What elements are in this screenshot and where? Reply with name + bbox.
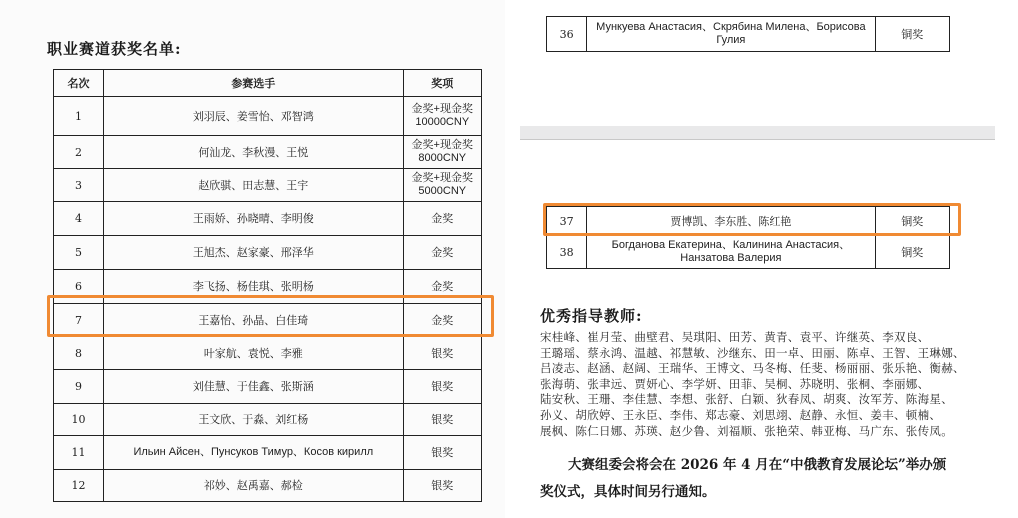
- header-award: 奖项: [403, 70, 481, 97]
- award-cell: 银奖: [403, 404, 481, 436]
- teacher-line: 孙义、胡欣婷、王永臣、李伟、郑志豪、刘思翊、赵静、永恒、姜丰、顿楠、: [540, 407, 942, 422]
- contestants-cell: 叶家航、袁悦、李雅: [104, 337, 403, 370]
- award-cell: 金奖: [403, 270, 481, 304]
- award-cell: 金奖+现金奖 10000CNY: [403, 97, 481, 136]
- award-cell: 金奖+现金奖 8000CNY: [403, 136, 481, 169]
- award-cell: 银奖: [403, 470, 481, 502]
- teacher-line: 陆安秋、王珊、李佳慧、李想、张舒、白颖、狄春凤、胡爽、汝军芳、陈海星、: [540, 392, 953, 407]
- award-cell: 金奖: [403, 202, 481, 236]
- table-row: [547, 17, 950, 52]
- page-break-band: [520, 126, 995, 140]
- contestants-cell: Ильин Айсен、Пунсуков Тимур、Косов кирилл: [104, 436, 403, 470]
- contestants-cell: 王嘉怡、孙晶、白佳琦: [104, 304, 403, 337]
- rank-cell: 4: [54, 202, 104, 236]
- teacher-line: 张海萌、张聿远、贾妍心、李学妍、田菲、吴桐、苏晓明、张桐、李丽娜、: [540, 376, 930, 391]
- contestants-cell: Мункуева Анастасия、Скрябина Милена、Борисова Гулия: [587, 17, 875, 52]
- table-row: [547, 236, 950, 269]
- awards-table-left: [53, 69, 482, 502]
- award-cell: 铜奖: [875, 236, 949, 269]
- award-cell: 银奖: [403, 370, 481, 404]
- notice-line-1: 大赛组委会将会在 2026 年 4 月在“中俄教育发展论坛”举办颁: [568, 457, 947, 473]
- contestants-cell: 刘佳慧、于佳鑫、张斯涵: [104, 370, 403, 404]
- table-row: [54, 236, 482, 270]
- award-cell: 金奖+现金奖 5000CNY: [403, 169, 481, 202]
- rank-cell: 38: [547, 236, 587, 269]
- award-cell: 银奖: [403, 337, 481, 370]
- contestants-cell: 李飞扬、杨佳琪、张明杨: [104, 270, 403, 304]
- rank-cell: 2: [54, 136, 104, 169]
- header-rank: 名次: [54, 70, 104, 97]
- teachers-heading: 优秀指导教师:: [540, 307, 643, 325]
- notice-line-2: 奖仪式，具体时间另行通知。: [540, 484, 716, 500]
- award-cell: 银奖: [403, 436, 481, 470]
- contestants-cell: 贾博凯、李东胜、陈红艳: [587, 207, 875, 236]
- teacher-line: 王璐瑶、蔡永鸿、温越、祁慧敏、沙继东、田一卓、田丽、陈卓、王智、王琳娜、: [540, 345, 965, 360]
- rank-cell: 6: [54, 270, 104, 304]
- table-row: [54, 169, 482, 202]
- rank-cell: 11: [54, 436, 104, 470]
- teacher-line: 宋桂峰、崔月莹、曲壁君、吴琪阳、田芳、黄青、袁平、许继英、李双良、: [540, 330, 930, 344]
- contestants-cell: 刘羽辰、姜雪怡、邓智鸿: [104, 97, 403, 136]
- table-row: [54, 337, 482, 370]
- rank-cell: 10: [54, 404, 104, 436]
- table-row: [54, 436, 482, 470]
- rank-cell: 7: [54, 304, 104, 337]
- table-header-row: [54, 70, 482, 97]
- header-contestants: 参赛选手: [104, 70, 403, 97]
- page-gap: [505, 0, 520, 518]
- table-row: [54, 202, 482, 236]
- contestants-cell: Богданова Екатерина、Калинина Анастасия、 Нанзатова Валерия: [587, 236, 875, 269]
- teacher-line: 吕凌志、赵涵、赵阔、王瑞华、王博文、马冬梅、任斐、杨丽丽、张乐艳、衡赫、: [540, 361, 965, 376]
- rank-cell: 1: [54, 97, 104, 136]
- award-cell: 金奖: [403, 236, 481, 270]
- table-row: [54, 404, 482, 436]
- teacher-line: 展枫、陈仁日娜、苏瑛、赵少鲁、刘福顺、张艳荣、韩亚梅、马广东、张传凤。: [540, 423, 953, 438]
- rank-cell: 12: [54, 470, 104, 502]
- contestants-cell: 何汕龙、李秋漫、王悦: [104, 136, 403, 169]
- award-cell: 铜奖: [875, 207, 949, 236]
- teachers-list: [540, 330, 985, 439]
- contestants-cell: 王文欣、于淼、刘红杨: [104, 404, 403, 436]
- contestants-cell: 王雨娇、孙晓晴、李明俊: [104, 202, 403, 236]
- award-cell: 铜奖: [875, 17, 949, 52]
- rank-cell: 8: [54, 337, 104, 370]
- rank-cell: 3: [54, 169, 104, 202]
- table-row: [54, 470, 482, 502]
- table-row: [54, 97, 482, 136]
- awards-table-right-top: [546, 16, 950, 52]
- rank-cell: 5: [54, 236, 104, 270]
- table-row: [54, 370, 482, 404]
- contestants-cell: 王旭杰、赵家豪、邢泽华: [104, 236, 403, 270]
- award-cell: 金奖: [403, 304, 481, 337]
- awards-heading: 职业赛道获奖名单:: [47, 40, 182, 58]
- contestants-cell: 祁妙、赵禹嘉、郝检: [104, 470, 403, 502]
- rank-cell: 36: [547, 17, 587, 52]
- rank-cell: 9: [54, 370, 104, 404]
- table-row: [547, 207, 950, 236]
- table-row: [54, 136, 482, 169]
- contestants-cell: 赵欣骐、田志慧、王宇: [104, 169, 403, 202]
- page-break-line: [520, 139, 995, 140]
- table-row: [54, 270, 482, 304]
- ceremony-notice: [540, 452, 990, 506]
- rank-cell: 37: [547, 207, 587, 236]
- awards-table-right-mid: [546, 206, 950, 269]
- table-row: [54, 304, 482, 337]
